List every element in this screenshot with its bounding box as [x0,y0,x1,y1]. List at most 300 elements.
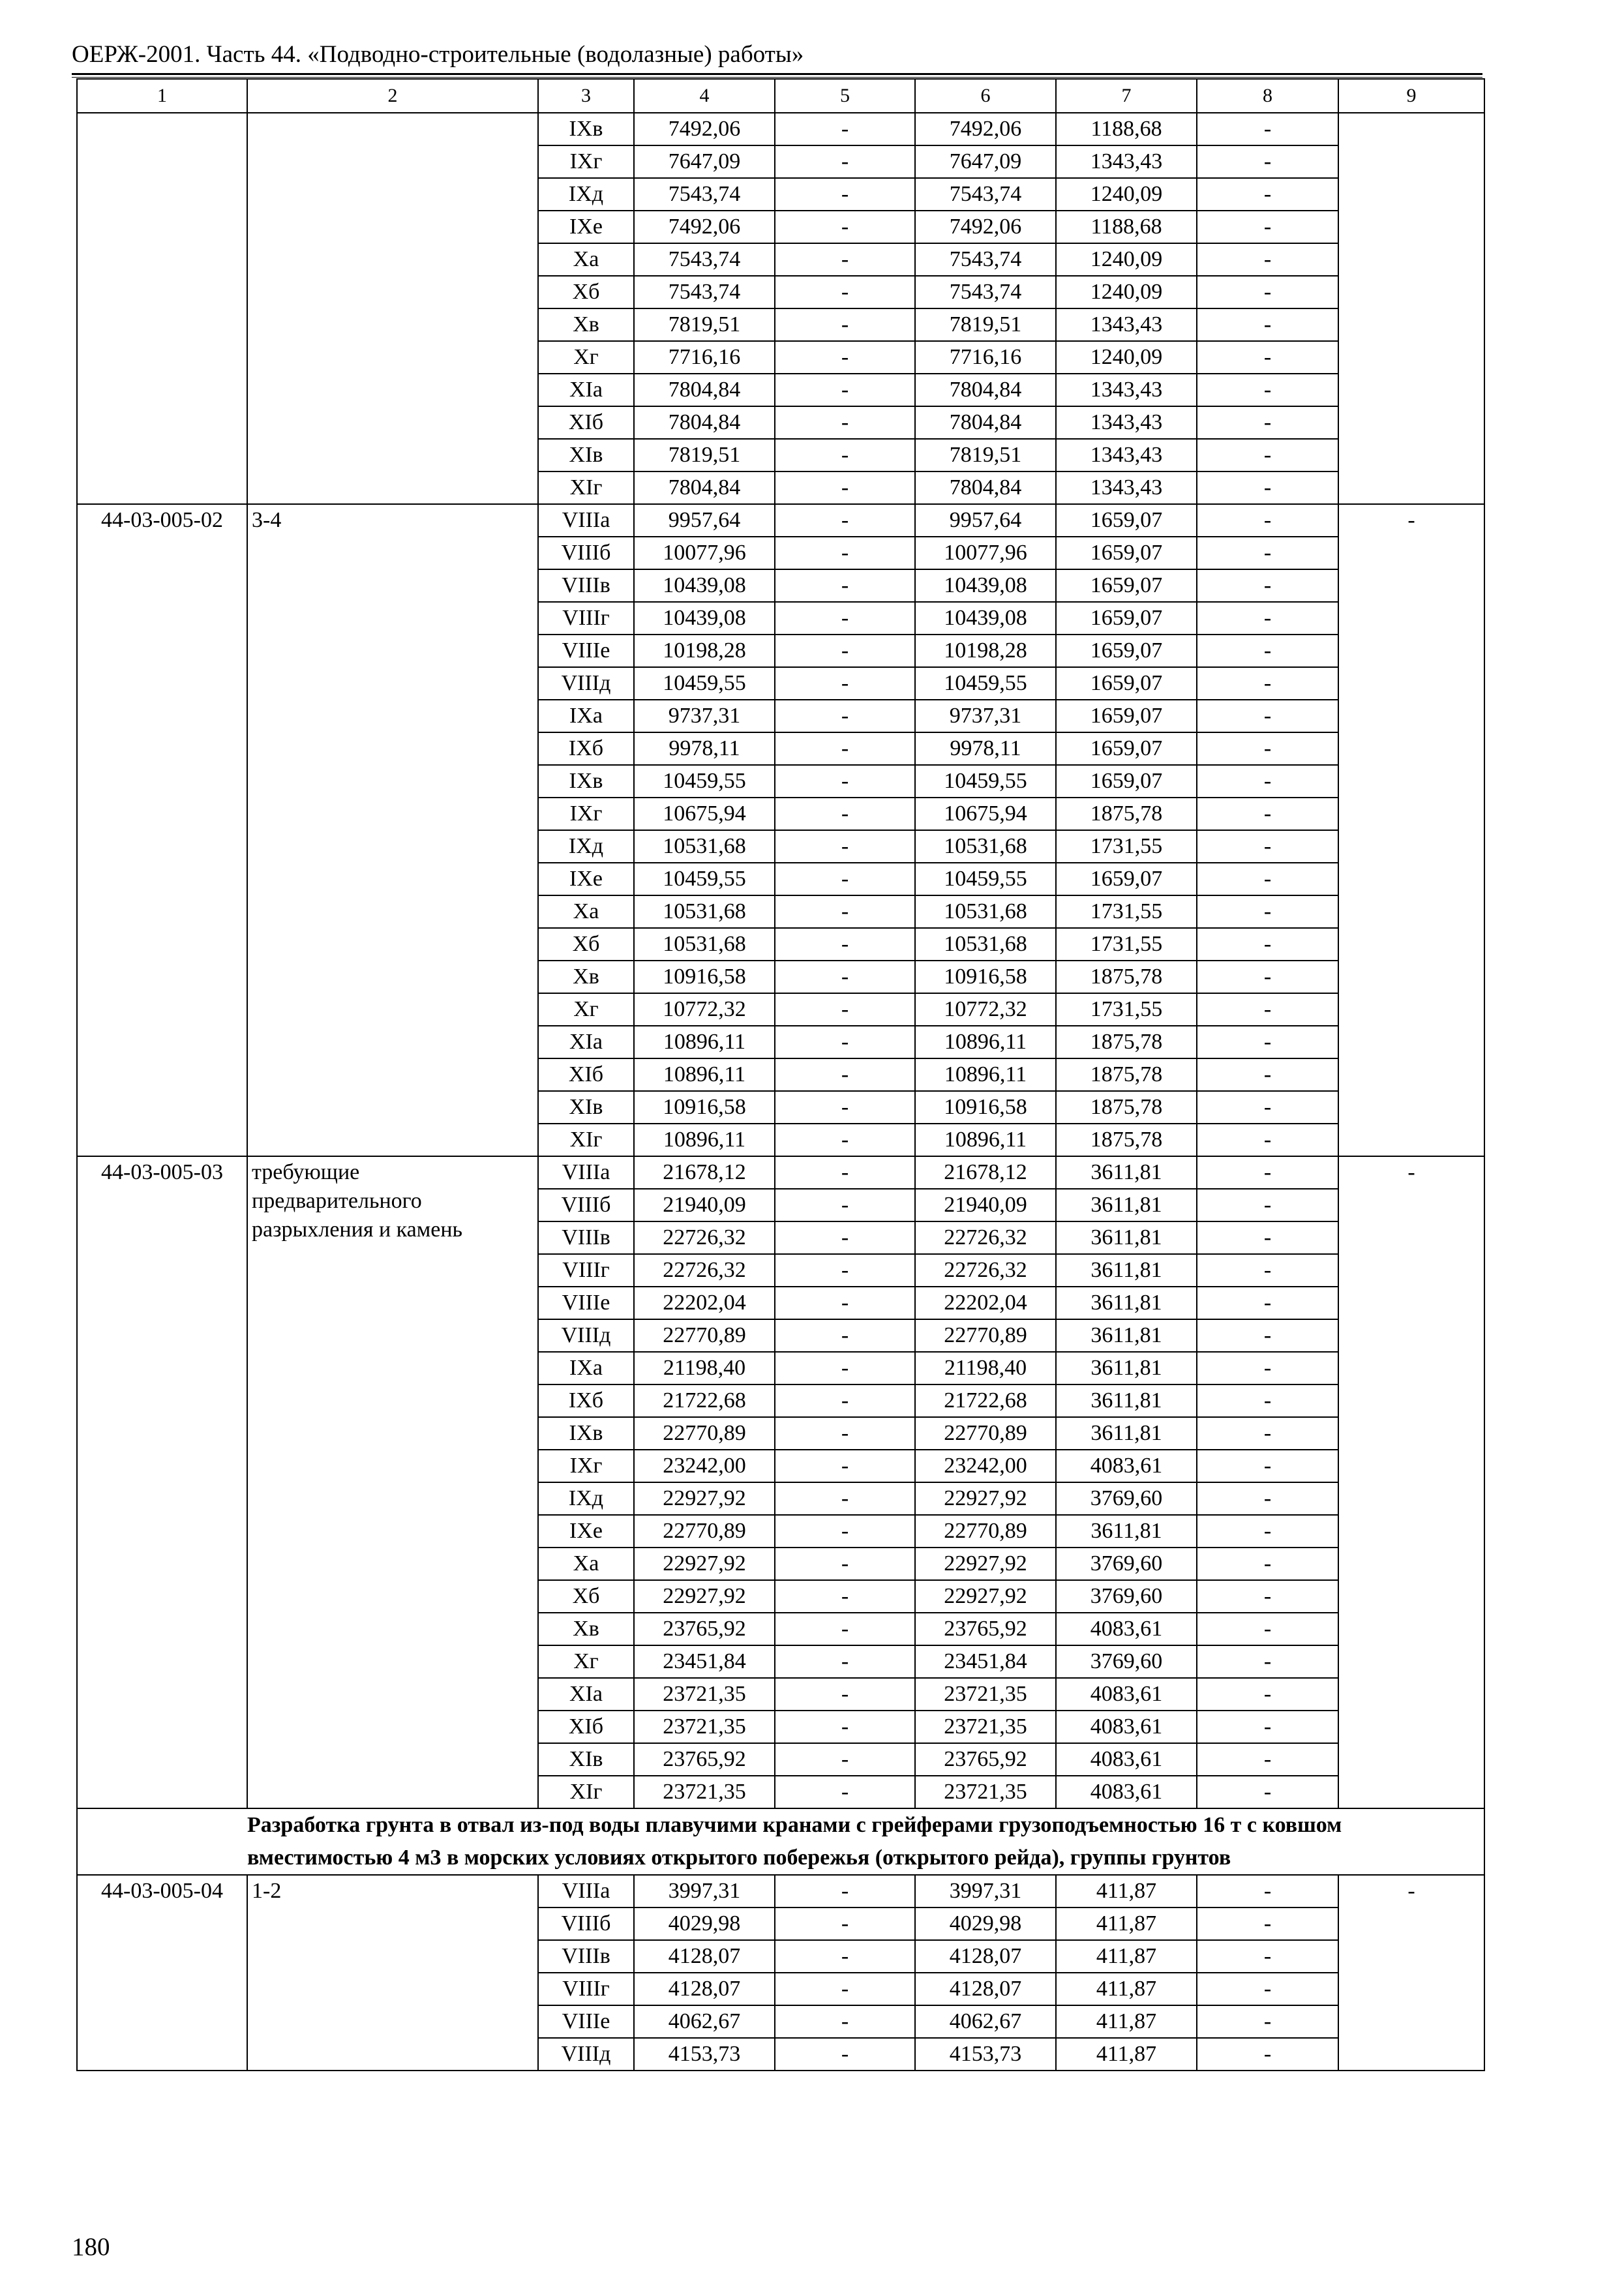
soil-group-cell: 1-2 [247,1875,538,2071]
column-number-header: 1 [77,79,247,113]
rates-table [76,78,1485,2071]
value-cell: 10772,32 [634,993,775,1026]
value-cell: XIв [538,1091,634,1124]
value-cell: - [1197,1776,1338,1808]
value-cell: 22927,92 [634,1580,775,1613]
value-cell: VIIIв [538,569,634,602]
value-cell: - [775,1156,915,1189]
value-cell: - [1197,1287,1338,1319]
value-cell: 10459,55 [634,765,775,798]
value-cell: 10916,58 [634,1091,775,1124]
value-cell: 4128,07 [634,1973,775,2005]
value-cell: - [1197,1548,1338,1580]
value-cell: - [775,341,915,374]
value-cell: - [1197,439,1338,471]
value-cell: - [1197,211,1338,243]
value-cell: 22927,92 [634,1548,775,1580]
value-cell: - [775,145,915,178]
value-cell: - [775,1940,915,1973]
value-cell: - [775,1678,915,1711]
value-cell: - [775,569,915,602]
col9-cell: - [1338,504,1484,1156]
value-cell: - [775,2005,915,2038]
value-cell: 23721,35 [915,1776,1056,1808]
value-cell: 1659,07 [1056,569,1197,602]
header-rule-thin [72,77,1482,78]
value-cell: - [1197,1384,1338,1417]
table-row [77,504,1484,537]
value-cell: 1240,09 [1056,276,1197,308]
value-cell: - [1197,569,1338,602]
value-cell: 10531,68 [915,895,1056,928]
value-cell: - [775,863,915,895]
value-cell: 1659,07 [1056,700,1197,732]
value-cell: - [1197,1645,1338,1678]
value-cell: 23451,84 [634,1645,775,1678]
value-cell: 22770,89 [634,1417,775,1450]
value-cell: - [775,895,915,928]
value-cell: XIа [538,1678,634,1711]
value-cell: IXг [538,145,634,178]
value-cell: - [775,1908,915,1940]
value-cell: 7804,84 [634,406,775,439]
value-cell: 10531,68 [915,928,1056,961]
value-cell: 1659,07 [1056,602,1197,635]
column-number-row [77,79,1484,113]
value-cell: - [1197,961,1338,993]
value-cell: 4083,61 [1056,1711,1197,1743]
value-cell: - [1197,1417,1338,1450]
value-cell: - [775,1026,915,1058]
value-cell: 1343,43 [1056,308,1197,341]
value-cell: XIг [538,1776,634,1808]
value-cell: IXе [538,211,634,243]
document-header: ОЕРЖ-2001. Часть 44. «Подводно-строительные (водолазные) работы» [72,41,804,68]
value-cell: Xб [538,1580,634,1613]
value-cell: 7647,09 [915,145,1056,178]
value-cell: - [1197,1743,1338,1776]
value-cell: - [1197,1091,1338,1124]
value-cell: 10896,11 [915,1124,1056,1156]
value-cell: - [775,1973,915,2005]
value-cell: - [1197,537,1338,569]
value-cell: - [1197,243,1338,276]
value-cell: IXа [538,700,634,732]
value-cell: 10896,11 [634,1124,775,1156]
value-cell: - [1197,667,1338,700]
value-cell: - [775,635,915,667]
value-cell: 23451,84 [915,1645,1056,1678]
value-cell: 23765,92 [915,1613,1056,1645]
value-cell: - [1197,1580,1338,1613]
value-cell: 23721,35 [634,1776,775,1808]
value-cell: VIIIе [538,635,634,667]
value-cell: 7543,74 [915,276,1056,308]
value-cell: - [775,243,915,276]
value-cell: - [1197,1352,1338,1384]
value-cell: Xв [538,308,634,341]
value-cell: - [1197,765,1338,798]
value-cell: - [775,1580,915,1613]
value-cell: 22770,89 [915,1319,1056,1352]
value-cell: 3611,81 [1056,1254,1197,1287]
value-cell: - [775,1875,915,1908]
value-cell: - [1197,928,1338,961]
value-cell: 10916,58 [634,961,775,993]
value-cell: 3611,81 [1056,1287,1197,1319]
value-cell: 1659,07 [1056,863,1197,895]
rate-code-cell: 44-03-005-04 [77,1875,247,2071]
value-cell: 3611,81 [1056,1319,1197,1352]
value-cell: 1731,55 [1056,993,1197,1026]
value-cell: 10439,08 [634,569,775,602]
value-cell: XIа [538,374,634,406]
value-cell: 9978,11 [915,732,1056,765]
value-cell: IXв [538,1417,634,1450]
value-cell: - [775,1189,915,1221]
value-cell: - [1197,113,1338,145]
column-number-header: 2 [247,79,538,113]
value-cell: 1188,68 [1056,113,1197,145]
column-number-header: 8 [1197,79,1338,113]
value-cell: Xв [538,961,634,993]
value-cell: 1240,09 [1056,243,1197,276]
col9-cell: - [1338,1875,1484,2071]
value-cell: 7543,74 [915,243,1056,276]
value-cell: 21940,09 [915,1189,1056,1221]
value-cell: - [775,830,915,863]
value-cell: - [1197,471,1338,504]
value-cell: - [775,537,915,569]
value-cell: 23721,35 [634,1678,775,1711]
value-cell: - [1197,178,1338,211]
soil-group-cell [247,113,538,504]
value-cell: - [775,1776,915,1808]
value-cell: 411,87 [1056,1908,1197,1940]
value-cell: 22726,32 [915,1254,1056,1287]
value-cell: IXа [538,1352,634,1384]
value-cell: Xг [538,993,634,1026]
value-cell: IXд [538,178,634,211]
value-cell: - [1197,2005,1338,2038]
value-cell: 10896,11 [915,1058,1056,1091]
value-cell: 7819,51 [915,308,1056,341]
value-cell: - [1197,895,1338,928]
value-cell: 1659,07 [1056,537,1197,569]
value-cell: VIIIг [538,1254,634,1287]
value-cell: - [775,1287,915,1319]
value-cell: - [1197,276,1338,308]
value-cell: - [775,1645,915,1678]
value-cell: 22726,32 [634,1254,775,1287]
value-cell: - [775,667,915,700]
value-cell: 10077,96 [915,537,1056,569]
value-cell: 411,87 [1056,2005,1197,2038]
value-cell: IXг [538,1450,634,1482]
value-cell: 7543,74 [915,178,1056,211]
value-cell: 10439,08 [915,569,1056,602]
value-cell: VIIIа [538,1875,634,1908]
value-cell: - [1197,145,1338,178]
value-cell: 1343,43 [1056,439,1197,471]
value-cell: 9737,31 [634,700,775,732]
value-cell: 10675,94 [634,798,775,830]
value-cell: - [1197,1973,1338,2005]
value-cell: 9957,64 [915,504,1056,537]
value-cell: 23721,35 [915,1711,1056,1743]
value-cell: 10459,55 [915,667,1056,700]
value-cell: - [775,1319,915,1352]
value-cell: XIб [538,1711,634,1743]
value-cell: 7492,06 [915,211,1056,243]
value-cell: XIб [538,1058,634,1091]
value-cell: 7819,51 [915,439,1056,471]
value-cell: - [1197,1254,1338,1287]
header-rule [72,73,1482,75]
value-cell: - [775,1711,915,1743]
value-cell: XIг [538,1124,634,1156]
value-cell: 4029,98 [634,1908,775,1940]
value-cell: 1659,07 [1056,504,1197,537]
value-cell: 22770,89 [634,1319,775,1352]
value-cell: 411,87 [1056,2038,1197,2071]
value-cell: 21722,68 [634,1384,775,1417]
value-cell: 23721,35 [634,1711,775,1743]
value-cell: IXе [538,863,634,895]
value-cell: - [1197,1908,1338,1940]
value-cell: 23765,92 [634,1743,775,1776]
value-cell: VIIIб [538,537,634,569]
value-cell: 7492,06 [915,113,1056,145]
value-cell: - [1197,1482,1338,1515]
value-cell: 21722,68 [915,1384,1056,1417]
value-cell: 10675,94 [915,798,1056,830]
value-cell: 21198,40 [634,1352,775,1384]
value-cell: 1659,07 [1056,635,1197,667]
value-cell: 411,87 [1056,1875,1197,1908]
value-cell: 4083,61 [1056,1678,1197,1711]
value-cell: 7543,74 [634,243,775,276]
value-cell: 7492,06 [634,211,775,243]
value-cell: - [775,211,915,243]
value-cell: 22202,04 [634,1287,775,1319]
value-cell: 1188,68 [1056,211,1197,243]
value-cell: - [1197,1678,1338,1711]
value-cell: - [1197,732,1338,765]
value-cell: 4083,61 [1056,1743,1197,1776]
value-cell: 4083,61 [1056,1450,1197,1482]
value-cell: - [1197,1515,1338,1548]
value-cell: 4153,73 [634,2038,775,2071]
value-cell: - [1197,1940,1338,1973]
soil-group-cell: 3-4 [247,504,538,1156]
value-cell: 3769,60 [1056,1580,1197,1613]
table-body [77,79,1484,2071]
value-cell: - [775,993,915,1026]
value-cell: IXе [538,1515,634,1548]
value-cell: - [775,765,915,798]
col9-cell [1338,113,1484,504]
value-cell: 22927,92 [915,1548,1056,1580]
value-cell: 10459,55 [915,863,1056,895]
page-number: 180 [72,2233,110,2261]
value-cell: - [775,1613,915,1645]
value-cell: 22202,04 [915,1287,1056,1319]
value-cell: 10077,96 [634,537,775,569]
value-cell: 1240,09 [1056,341,1197,374]
value-cell: - [775,1743,915,1776]
value-cell: 7819,51 [634,439,775,471]
value-cell: 23765,92 [915,1743,1056,1776]
value-cell: 3611,81 [1056,1156,1197,1189]
value-cell: 411,87 [1056,1973,1197,2005]
value-cell: 1659,07 [1056,732,1197,765]
value-cell: Xг [538,341,634,374]
value-cell: VIIIг [538,602,634,635]
value-cell: VIIIа [538,1156,634,1189]
value-cell: - [1197,1319,1338,1352]
value-cell: 1659,07 [1056,765,1197,798]
value-cell: 7492,06 [634,113,775,145]
value-cell: IXд [538,1482,634,1515]
value-cell: 21678,12 [634,1156,775,1189]
value-cell: - [775,1058,915,1091]
value-cell: XIв [538,1743,634,1776]
value-cell: 10459,55 [634,667,775,700]
value-cell: - [1197,2038,1338,2071]
value-cell: 10531,68 [634,830,775,863]
value-cell: 7804,84 [634,471,775,504]
value-cell: 7804,84 [915,471,1056,504]
value-cell: 3611,81 [1056,1384,1197,1417]
value-cell: 10459,55 [634,863,775,895]
value-cell: - [1197,1026,1338,1058]
value-cell: - [775,504,915,537]
value-cell: - [1197,374,1338,406]
value-cell: 9737,31 [915,700,1056,732]
value-cell: 1875,78 [1056,1026,1197,1058]
value-cell: - [1197,1124,1338,1156]
value-cell: 10198,28 [634,635,775,667]
value-cell: 3769,60 [1056,1548,1197,1580]
value-cell: 4128,07 [634,1940,775,1973]
value-cell: 10439,08 [915,602,1056,635]
value-cell: 10916,58 [915,1091,1056,1124]
rate-code-cell: 44-03-005-03 [77,1156,247,1808]
value-cell: 21198,40 [915,1352,1056,1384]
value-cell: XIг [538,471,634,504]
value-cell: - [1197,1156,1338,1189]
value-cell: VIIIб [538,1189,634,1221]
value-cell: Xб [538,276,634,308]
value-cell: - [1197,635,1338,667]
value-cell: - [775,1482,915,1515]
value-cell: 1343,43 [1056,374,1197,406]
value-cell: 10198,28 [915,635,1056,667]
value-cell: VIIIв [538,1221,634,1254]
value-cell: 1343,43 [1056,471,1197,504]
value-cell: 1659,07 [1056,667,1197,700]
value-cell: Xв [538,1613,634,1645]
value-cell: 23242,00 [634,1450,775,1482]
value-cell: - [775,1124,915,1156]
value-cell: - [775,374,915,406]
value-cell: - [775,113,915,145]
value-cell: - [775,961,915,993]
value-cell: 7819,51 [634,308,775,341]
value-cell: Xа [538,243,634,276]
value-cell: 9957,64 [634,504,775,537]
col9-cell: - [1338,1156,1484,1808]
value-cell: - [775,178,915,211]
value-cell: 1343,43 [1056,406,1197,439]
value-cell: - [775,276,915,308]
value-cell: VIIIб [538,1908,634,1940]
value-cell: - [1197,1058,1338,1091]
value-cell: 3611,81 [1056,1352,1197,1384]
value-cell: XIа [538,1026,634,1058]
value-cell: - [775,2038,915,2071]
value-cell: - [775,1091,915,1124]
value-cell: 10531,68 [915,830,1056,863]
value-cell: - [1197,308,1338,341]
value-cell: 3769,60 [1056,1482,1197,1515]
value-cell: - [775,732,915,765]
value-cell: - [1197,830,1338,863]
value-cell: - [1197,1875,1338,1908]
value-cell: 1875,78 [1056,1058,1197,1091]
value-cell: IXв [538,113,634,145]
section-spacer-cell [77,1808,247,1875]
value-cell: 4062,67 [915,2005,1056,2038]
value-cell: 3769,60 [1056,1645,1197,1678]
value-cell: 7647,09 [634,145,775,178]
value-cell: VIIIг [538,1973,634,2005]
value-cell: - [775,798,915,830]
rate-code-cell: 44-03-005-02 [77,504,247,1156]
value-cell: VIIIе [538,1287,634,1319]
value-cell: 10896,11 [634,1058,775,1091]
value-cell: 1343,43 [1056,145,1197,178]
value-cell: - [1197,504,1338,537]
value-cell: IXб [538,1384,634,1417]
value-cell: 10439,08 [634,602,775,635]
value-cell: Xа [538,1548,634,1580]
value-cell: - [775,1254,915,1287]
value-cell: - [1197,1711,1338,1743]
column-number-header: 9 [1338,79,1484,113]
value-cell: 9978,11 [634,732,775,765]
value-cell: 4029,98 [915,1908,1056,1940]
value-cell: - [775,308,915,341]
value-cell: 411,87 [1056,1940,1197,1973]
value-cell: 3611,81 [1056,1221,1197,1254]
column-number-header: 5 [775,79,915,113]
value-cell: 10896,11 [915,1026,1056,1058]
value-cell: - [1197,1221,1338,1254]
value-cell: - [775,1548,915,1580]
section-title-row [77,1808,1484,1875]
value-cell: 22726,32 [634,1221,775,1254]
value-cell: - [775,1384,915,1417]
value-cell: IXг [538,798,634,830]
value-cell: 4062,67 [634,2005,775,2038]
value-cell: - [1197,1450,1338,1482]
soil-group-cell: требующие предварительного разрыхления и камень [247,1156,538,1808]
value-cell: 22927,92 [915,1580,1056,1613]
value-cell: Xа [538,895,634,928]
value-cell: VIIIд [538,667,634,700]
